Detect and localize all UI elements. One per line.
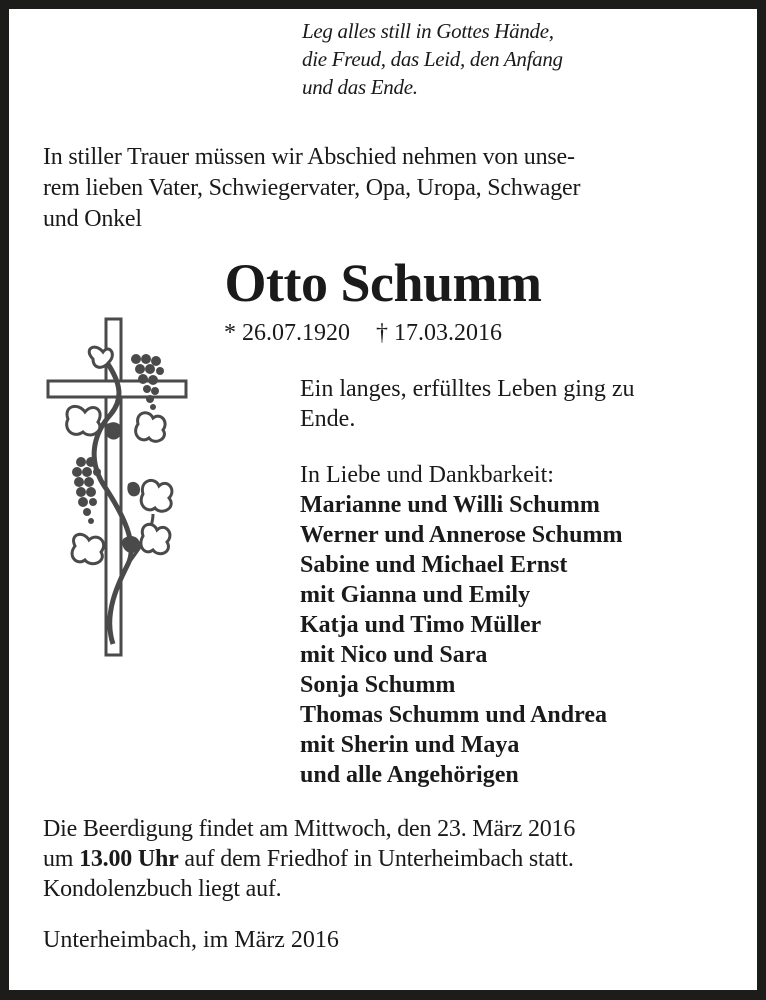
mourner-entry: mit Nico und Sara [300, 642, 488, 668]
mourners-list [300, 490, 623, 790]
funeral-line [43, 844, 575, 874]
funeral-line: Die Beerdigung findet am Mittwoch, den 23. März 2016 [43, 816, 576, 842]
cross-with-grapevine-icon [43, 314, 188, 659]
life-dates [224, 318, 502, 348]
intro-text [43, 142, 580, 235]
deceased-name: Otto Schumm [224, 253, 542, 313]
mourner-entry: Thomas Schumm und Andrea [300, 702, 607, 728]
mourner-entry: und alle Angehörigen [300, 762, 519, 788]
mourner-entry: mit Gianna und Emily [300, 582, 531, 608]
intro-line: und Onkel [43, 206, 142, 232]
mourner-entry: Marianne und Willi Schumm [300, 492, 600, 518]
intro-line: rem lieben Vater, Schwiegervater, Opa, Uropa, Schwager [43, 175, 581, 201]
intro-line: In stiller Trauer müssen wir Abschied nehmen von unse- [43, 144, 575, 170]
life-note-line: Ein langes, erfülltes Leben ging zu [300, 376, 635, 402]
mourner-entry: mit Sherin und Maya [300, 732, 520, 758]
funeral-time: 13.00 Uhr [79, 846, 179, 872]
motto-verse [302, 17, 563, 101]
motto-line: und das Ende. [302, 75, 418, 99]
place-date: Unterheimbach, im März 2016 [43, 927, 339, 953]
mourner-entry: Werner und Annerose Schumm [300, 522, 623, 548]
death-date: † 17.03.2016 [376, 320, 502, 346]
mourner-entry: Sabine und Michael Ernst [300, 552, 568, 578]
mourner-entry: Sonja Schumm [300, 672, 456, 698]
condolence-note: Kondolenzbuch liegt auf. [43, 876, 282, 902]
motto-line: Leg alles still in Gottes Hände, [302, 19, 554, 43]
thanks-label: In Liebe und Dankbarkeit: [300, 462, 554, 488]
funeral-prefix: um [43, 846, 80, 872]
life-note [300, 374, 635, 434]
mourner-entry: Katja und Timo Müller [300, 612, 542, 638]
funeral-info [43, 814, 575, 904]
motto-line: die Freud, das Leid, den Anfang [302, 47, 563, 71]
obituary-notice [9, 9, 757, 990]
birth-date: * 26.07.1920 [224, 320, 350, 346]
funeral-location: auf dem Friedhof in Unterheimbach statt. [178, 846, 574, 872]
life-note-line: Ende. [300, 406, 356, 432]
